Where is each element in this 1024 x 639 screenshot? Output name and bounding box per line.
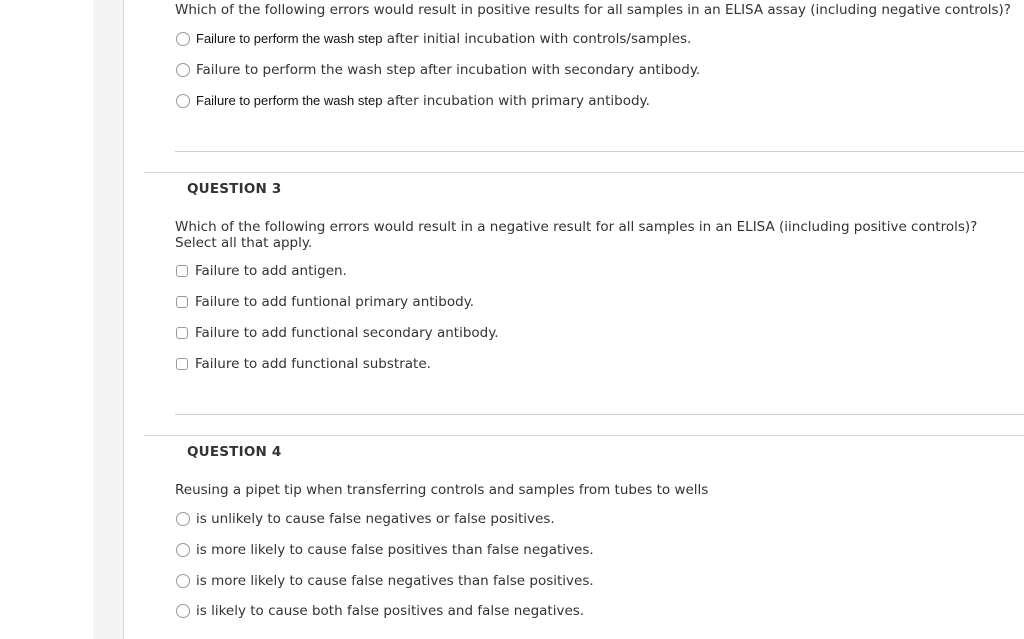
- question-2-option-3[interactable]: [176, 92, 650, 110]
- question-2-option-2[interactable]: [176, 61, 700, 79]
- question-divider: [175, 151, 1024, 152]
- question-list: [144, 0, 1024, 639]
- question-3-prompt: Which of the following errors would result in a negative result for all samples in an ELISA (iincluding positive controls)? Select all that apply.: [175, 219, 978, 251]
- question-4-prompt: Reusing a pipet tip when transferring controls and samples from tubes to wells: [175, 482, 709, 498]
- option-text: after initial incubation with controls/samples.: [382, 31, 692, 47]
- question-divider: [175, 414, 1024, 415]
- question-4-option-3[interactable]: [176, 572, 594, 590]
- question-4-option-2[interactable]: [176, 541, 594, 559]
- option-text: Failure to perform the wash step after incubation with secondary antibody.: [196, 62, 701, 78]
- checkbox[interactable]: [176, 265, 188, 277]
- question-3-option-1[interactable]: [176, 262, 347, 280]
- question-header-rule: [144, 435, 1024, 436]
- option-text: Failure to add funtional primary antibody.: [195, 294, 475, 310]
- option-text: Failure to add functional substrate.: [195, 356, 431, 372]
- question-2-prompt: Which of the following errors would result in positive results for all samples in an ELISA assay (including negative controls)?: [175, 2, 1011, 18]
- radio-button[interactable]: [176, 32, 190, 46]
- radio-button[interactable]: [176, 604, 190, 618]
- checkbox[interactable]: [176, 358, 188, 370]
- question-4-title: QUESTION 4: [187, 444, 282, 460]
- option-text: Failure to add functional secondary antibody.: [195, 325, 499, 341]
- option-text: Failure to add antigen.: [195, 263, 347, 279]
- left-gutter: [93, 0, 123, 639]
- radio-button[interactable]: [176, 543, 190, 557]
- question-header-rule: [144, 172, 1024, 173]
- option-text: is more likely to cause false negatives than false positives.: [196, 573, 594, 589]
- radio-button[interactable]: [176, 94, 190, 108]
- gutter-divider: [123, 0, 124, 639]
- question-3-option-2[interactable]: [176, 293, 474, 311]
- radio-button[interactable]: [176, 63, 190, 77]
- question-2-option-1[interactable]: [176, 30, 691, 48]
- radio-button[interactable]: [176, 574, 190, 588]
- option-text: after incubation with primary antibody.: [382, 93, 650, 109]
- question-4-option-1[interactable]: [176, 510, 555, 528]
- option-emphasis: Failure to perform the wash step: [196, 93, 383, 108]
- radio-button[interactable]: [176, 512, 190, 526]
- question-3-option-3[interactable]: [176, 324, 499, 342]
- checkbox[interactable]: [176, 327, 188, 339]
- question-3-option-4[interactable]: [176, 355, 431, 373]
- option-text: is unlikely to cause false negatives or false positives.: [196, 511, 555, 527]
- option-text: is more likely to cause false positives than false negatives.: [196, 542, 594, 558]
- question-4-option-4[interactable]: [176, 602, 584, 620]
- option-emphasis: Failure to perform the wash step: [196, 31, 383, 46]
- option-text: is likely to cause both false positives and false negatives.: [196, 603, 585, 619]
- question-3-title: QUESTION 3: [187, 181, 282, 197]
- checkbox[interactable]: [176, 296, 188, 308]
